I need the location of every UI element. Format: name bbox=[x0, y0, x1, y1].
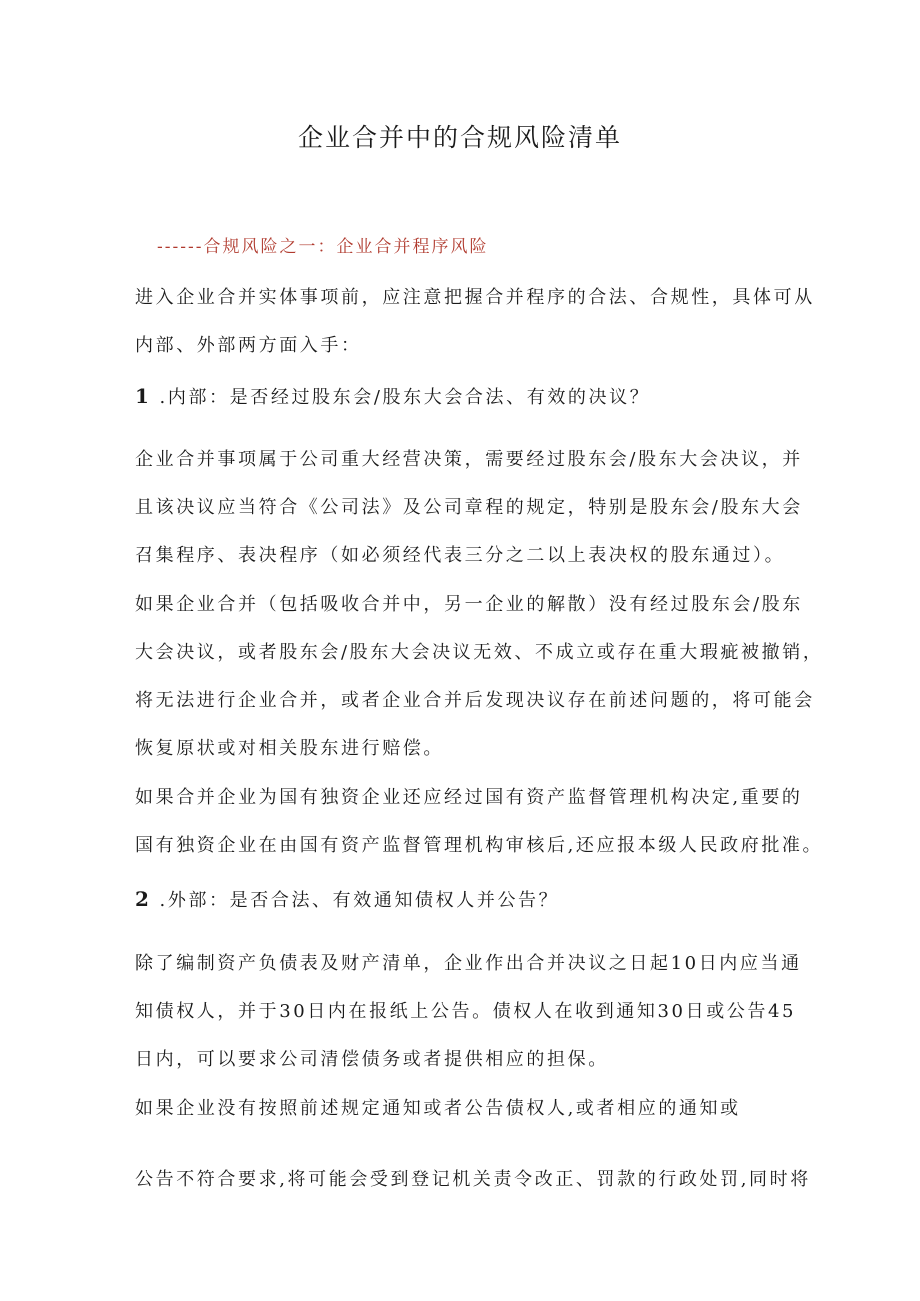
paragraph-line: 且该决议应当符合《公司法》及公司章程的规定，特别是股东会/股东大会 bbox=[135, 497, 803, 518]
document-title: 企业合并中的合规风险清单 bbox=[297, 123, 622, 152]
paragraph-line: 除了编制资产负债表及财产清单，企业作出合并决议之日起10日内应当通 bbox=[135, 953, 802, 974]
paragraph-line: 将无法进行企业合并，或者企业合并后发现决议存在前述问题的，将可能会 bbox=[135, 690, 815, 711]
paragraph-line: 公告不符合要求,将可能会受到登记机关责令改正、罚款的行政处罚,同时将 bbox=[135, 1169, 811, 1190]
paragraph-line: 如果企业合并（包括吸收合并中，另一企业的解散）没有经过股东会/股东 bbox=[135, 594, 803, 615]
paragraph-line: 如果企业没有按照前述规定通知或者公告债权人,或者相应的通知或 bbox=[135, 1098, 741, 1119]
section-1-number: 1 bbox=[135, 384, 152, 408]
intro-line: 内部、外部两方面入手： bbox=[135, 335, 362, 356]
intro-line: 进入企业合并实体事项前，应注意把握合并程序的合法、合规性，具体可从 bbox=[135, 287, 815, 308]
section-1-heading bbox=[135, 381, 795, 413]
paragraph-line: 恢复原状或对相关股东进行赔偿。 bbox=[135, 738, 444, 759]
section-2-heading-text: .外部：是否合法、有效通知债权人并公告？ bbox=[159, 890, 560, 911]
paragraph-line: 如果合并企业为国有独资企业还应经过国有资产监督管理机构决定,重要的 bbox=[135, 787, 803, 808]
section-1-heading-text: .内部：是否经过股东会/股东大会合法、有效的决议？ bbox=[159, 387, 651, 408]
paragraph-line: 企业合并事项属于公司重大经营决策，需要经过股东会/股东大会决议，并 bbox=[135, 449, 803, 470]
paragraph-line: 知债权人，并于30日内在报纸上公告。债权人在收到通知30日或公告45 bbox=[135, 1001, 797, 1022]
paragraph-line: 日内，可以要求公司清偿债务或者提供相应的担保。 bbox=[135, 1049, 609, 1070]
paragraph-line: 召集程序、表决程序（如必须经代表三分之二以上表决权的股东通过）。 bbox=[135, 545, 786, 566]
section-2-heading bbox=[135, 884, 795, 916]
section-2-number: 2 bbox=[135, 887, 152, 911]
paragraph-line: 大会决议，或者股东会/股东大会决议无效、不成立或存在重大瑕疵被撤销， bbox=[135, 642, 824, 663]
paragraph-line: 国有独资企业在由国有资产监督管理机构审核后,还应报本级人民政府批准。 bbox=[135, 835, 824, 856]
section-subheading: ------合规风险之一：企业合并程序风险 bbox=[157, 237, 489, 257]
